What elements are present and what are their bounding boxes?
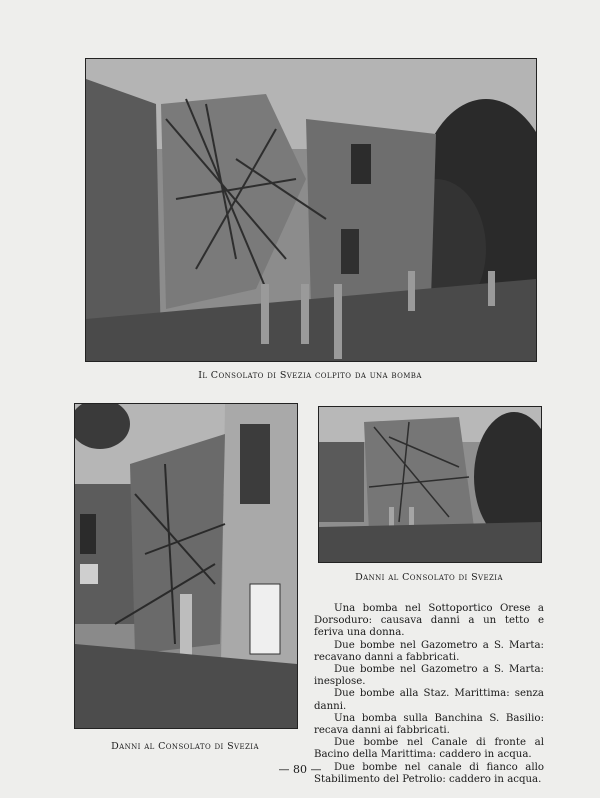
paragraph: Due bombe nel Canale di fronte al Bacino della Marittima: caddero in acqua. — [314, 737, 544, 761]
paragraph: Una bomba nel Sottoportico Orese a Dorsoduro: causava danni a un tetto e feriva una donna. — [314, 603, 544, 639]
figure-caption-bottom-right: Danni al Consolato di Svezia — [355, 572, 503, 583]
figure-caption-top: Il Consolato di Svezia colpito da una bomba — [198, 370, 422, 381]
bombing-report-text — [314, 603, 544, 786]
photo-consulate-damage-right — [318, 406, 542, 563]
photo-consulate-damage-left — [74, 403, 298, 729]
paragraph: Due bombe nel Gazometro a S. Marta: recavano danni a fabbricati. — [314, 639, 544, 663]
photo-consulate-bombed — [85, 58, 537, 362]
figure-caption-bottom-left: Danni al Consolato di Svezia — [111, 741, 259, 752]
paragraph: Due bombe nel canale di fianco allo Stabilimento del Petrolio: caddero in acqua. — [314, 761, 544, 785]
paragraph: Due bombe nel Gazometro a S. Marta: inesplose. — [314, 664, 544, 688]
paragraph: Una bomba sulla Banchina S. Basilio: recava danni ai fabbricati. — [314, 712, 544, 737]
paragraph: Due bombe alla Staz. Marittima: senza danni. — [314, 688, 544, 712]
page-number: — 80 — — [278, 763, 322, 776]
